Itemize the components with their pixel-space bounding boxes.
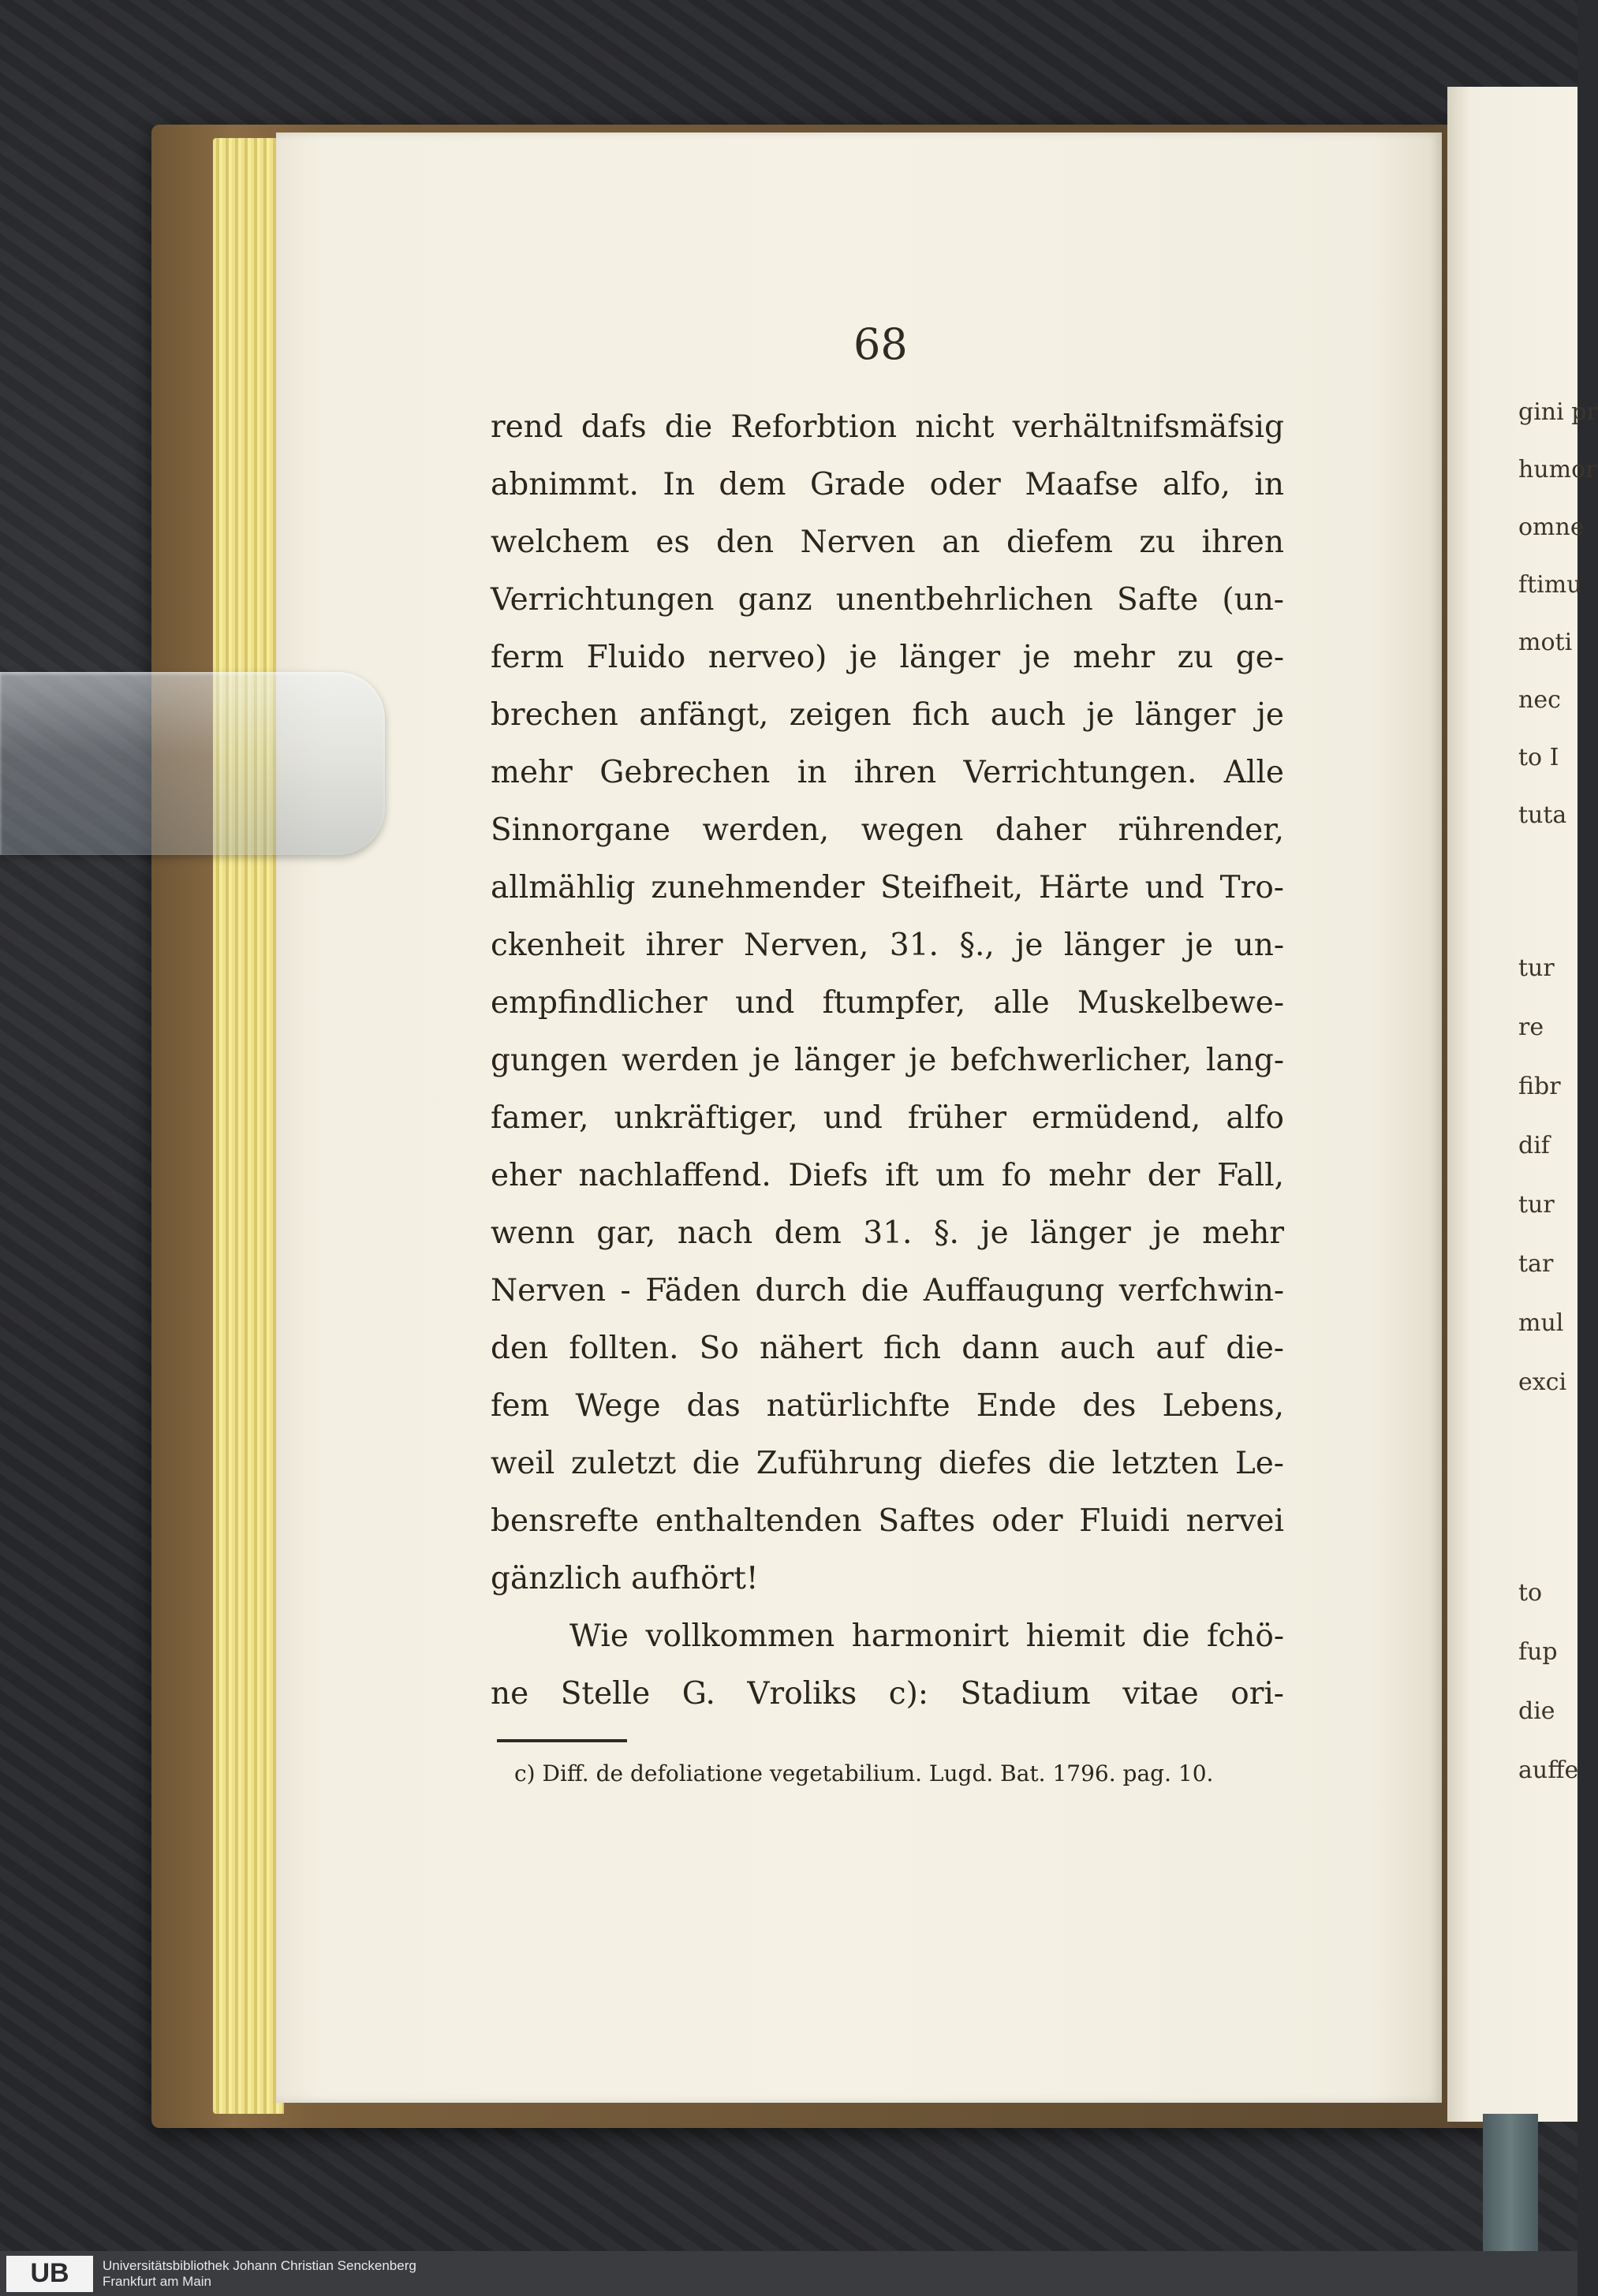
text-line: welchem es den Nerven an diefem zu ihren (491, 525, 1284, 560)
facing-page-fragment: exci (1518, 1368, 1567, 1396)
facing-page-fragment: tur (1518, 1191, 1555, 1219)
text-line: ferm Fluido nerveo) je länger je mehr zu ge- (491, 640, 1284, 675)
facing-page-fragment: tar (1518, 1250, 1554, 1278)
text-line: rend dafs die Reforbtion nicht verhältnifsmäfsig (491, 409, 1284, 445)
text-line: famer, unkräftiger, und früher ermüdend, alfo (491, 1100, 1284, 1136)
facing-page-fragment: fup (1518, 1638, 1558, 1666)
footer-line-1: Universitätsbibliothek Johann Christian Senckenberg (103, 2257, 416, 2273)
text-line: den follten. So nähert fich dann auch auf die- (491, 1331, 1284, 1366)
text-line: empfindlicher und ftumpfer, alle Muskelbewe- (491, 985, 1284, 1021)
text-line: wenn gar, nach dem 31. §. je länger je mehr (491, 1215, 1284, 1251)
facing-page-fragment: fibr (1518, 1073, 1561, 1100)
facing-page-fragment: omne (1518, 513, 1585, 541)
text-line: fem Wege das natürlichfte Ende des Lebens, (491, 1388, 1284, 1424)
text-line: ckenheit ihrer Nerven, 31. §., je länger je un- (491, 928, 1284, 963)
text-line: weil zuletzt die Zuführung diefes die letzten Le- (491, 1446, 1284, 1481)
footnote-rule (497, 1739, 627, 1742)
facing-page-fragment: humor (1518, 456, 1597, 483)
text-line: mehr Gebrechen in ihren Verrichtungen. Alle (491, 755, 1284, 790)
facing-page (1447, 87, 1577, 2122)
text-line: eher nachlaffend. Diefs ift um fo mehr der Fall, (491, 1158, 1284, 1193)
bookmark-ribbon (1483, 2114, 1538, 2264)
library-footer (0, 2251, 1577, 2296)
body-text (491, 398, 1284, 1723)
facing-page-fragment: dif (1518, 1132, 1550, 1159)
text-line: allmählig zunehmender Steifheit, Härte und Tro- (491, 870, 1284, 905)
facing-page-fragment: moti (1518, 629, 1573, 656)
facing-page-fragment: to (1518, 1579, 1543, 1607)
text-line: bensrefte enthaltenden Saftes oder Fluidi nervei (491, 1503, 1284, 1539)
text-line: abnimmt. In dem Grade oder Maafse alfo, in (491, 467, 1284, 502)
facing-page-fragment: tuta (1518, 801, 1567, 829)
facing-page-fragment: mul (1518, 1309, 1564, 1337)
footer-line-2: Frankfurt am Main (103, 2273, 211, 2289)
facing-page-fragment: re (1518, 1014, 1544, 1041)
text-line: Wie vollkommen harmonirt hiemit die fchö- (569, 1618, 1284, 1654)
facing-page-fragment: auffe (1518, 1757, 1579, 1784)
text-line: Verrichtungen ganz unentbehrlichen Safte (un- (491, 582, 1284, 618)
text-line: gungen werden je länger je befchwerlicher, lang- (491, 1043, 1284, 1078)
glass-page-holder (0, 672, 385, 855)
text-line: gänzlich aufhört! (491, 1561, 759, 1596)
facing-page-fragment: nec (1518, 686, 1561, 714)
facing-page-fragment: gini pr (1518, 398, 1598, 426)
text-line: Nerven - Fäden durch die Auffaugung verfchwin- (491, 1273, 1284, 1309)
facing-page-fragment: ftimu (1518, 571, 1582, 599)
facing-page-fragment: tur (1518, 954, 1555, 982)
library-logo: UB (6, 2256, 93, 2292)
facing-page-fragment: die (1518, 1697, 1555, 1725)
facing-page-fragment: to I (1518, 744, 1559, 771)
page-edges (213, 138, 284, 2114)
text-line: brechen anfängt, zeigen fich auch je länger je (491, 697, 1284, 733)
footer-text (103, 2258, 416, 2290)
footnote: c) Diff. de defoliatione vegetabilium. Lugd. Bat. 1796. pag. 10. (514, 1760, 1214, 1786)
text-line: ne Stelle G. Vroliks c): Stadium vitae ori- (491, 1676, 1284, 1712)
text-line: Sinnorgane werden, wegen daher rührender, (491, 812, 1284, 848)
page-number: 68 (853, 319, 908, 369)
